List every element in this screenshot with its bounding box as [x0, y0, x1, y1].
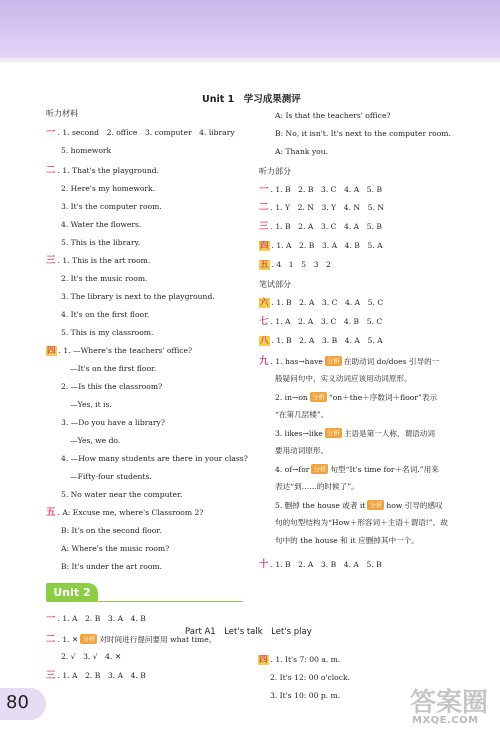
line-text: 3. It's the computer room. [61, 202, 162, 211]
answer-line [61, 184, 155, 194]
line-text: B: No, it isn't. It's next to the computer room. [275, 129, 451, 138]
analysis-text: 对时间进行提问要用 what time。 [99, 635, 217, 644]
answer-line [259, 336, 383, 346]
answer-line [70, 400, 112, 410]
answer-line [46, 346, 192, 356]
line-text: 听力材料 [46, 109, 78, 118]
section-heading [259, 166, 291, 177]
question-number: 二 [259, 202, 269, 213]
line-text: B: It's under the art room. [61, 562, 163, 571]
question-number: 三 [46, 255, 56, 266]
line-text: . 1. B 2. A 3. C 4. A 5. C [271, 298, 384, 307]
line-text: . 1. B 2. A 3. B 4. A 5. A [271, 336, 383, 345]
section-heading [259, 279, 291, 290]
question-number-boxed: 四 [47, 346, 56, 356]
line-text: . 1. second 2. office 3. computer 4. library [57, 128, 235, 137]
answer-line [61, 382, 162, 392]
question-number-boxed: 四 [260, 241, 269, 251]
line-text: 4. of→for [275, 465, 310, 474]
answer-line [61, 274, 147, 284]
answer-line [275, 428, 435, 439]
answer-line [275, 464, 439, 475]
line-text: 5. homework [61, 146, 112, 155]
line-text: 3. —Do you have a library? [61, 418, 165, 427]
analysis-tag: 分析 [313, 465, 327, 473]
line-text: 要用动词原形。 [275, 446, 329, 455]
unit2-badge: Unit 2 [46, 583, 98, 602]
answer-line [258, 655, 340, 665]
analysis-tag: 分析 [82, 635, 96, 643]
question-number: 一 [46, 613, 56, 624]
question-number: 三 [46, 670, 56, 681]
line-text: . 1. This is the art room. [57, 256, 151, 265]
line-text: . 1. Y 2. N 3. Y 4. N 5. N [270, 203, 384, 212]
answer-line [275, 374, 412, 384]
line-text: 2. —Is this the classroom? [61, 382, 163, 391]
line-text: 2. Here's my homework. [61, 184, 156, 193]
answer-line [275, 536, 419, 546]
analysis-tag: 分析 [311, 393, 325, 401]
line-text: 5. This is my classroom. [61, 328, 154, 337]
line-text: 4. It's on the first floor. [61, 310, 150, 319]
answer-line [61, 454, 248, 464]
line-text: —Fifty-four students. [70, 472, 152, 481]
question-number: 十 [259, 559, 269, 570]
line-text: —It's on the first floor. [70, 364, 157, 373]
watermark-url: MXQE.COM [412, 715, 479, 726]
line-text: A: Where's the music room? [61, 544, 170, 553]
answer-line [70, 436, 120, 446]
answer-line [259, 298, 383, 308]
page-title: Unit 1 学习成果测评 [202, 94, 301, 105]
line-text: 4. Water the flowers. [61, 220, 142, 229]
line-text: . 1. A 2. B 3. A 4. B [57, 614, 146, 623]
answer-line [46, 256, 150, 266]
line-text: . 4 1 5 3 2 [271, 260, 331, 269]
banner-shade [0, 58, 500, 62]
answer-line [275, 410, 328, 420]
answer-line [275, 446, 328, 456]
answer-line [46, 166, 159, 176]
line-text: 句中的 the house 和 it 应删掉其中一个。 [275, 536, 419, 545]
part-title: Part A1 Let's talk Let's play [185, 627, 312, 637]
line-text: . 1. That's the playground. [57, 166, 160, 175]
answer-line [61, 310, 149, 320]
line-text: . A: Excuse me, where's Classroom 2? [57, 508, 204, 517]
page-number: 80 [6, 692, 29, 713]
answer-line [259, 356, 439, 367]
line-text: . 1. has→have [270, 357, 323, 366]
line-text: . 1. —Where's the teachers' office? [58, 346, 193, 355]
question-number-boxed: 八 [260, 336, 269, 346]
line-text: “在第几层楼”。 [275, 410, 329, 419]
line-text: . 1. ✕ [57, 635, 79, 644]
question-number: 九 [259, 356, 269, 367]
answer-line [61, 418, 165, 428]
answer-line [275, 111, 391, 121]
answer-line [259, 203, 384, 213]
analysis-tag: 分析 [369, 501, 383, 509]
answer-line [270, 691, 340, 701]
section-heading [46, 108, 78, 119]
answer-line [46, 128, 235, 138]
line-text: . 1. B 2. A 3. C 4. A 5. B [270, 222, 382, 231]
answer-line [61, 490, 182, 500]
analysis-tag: 分析 [326, 357, 340, 365]
line-text: 笔试部分 [259, 280, 291, 289]
line-text: 2. It's the music room. [61, 274, 148, 283]
answer-line [46, 508, 203, 518]
line-text: 3. likes→like [275, 429, 323, 438]
line-text: . 1. A 2. B 3. A 4. B 5. A [271, 241, 383, 250]
line-text: 2. It's 12: 00 o'clock. [270, 673, 351, 682]
analysis-text: 主语是第一人称，谓语动词 [343, 429, 435, 438]
line-text: . 1. B 2. A 3. B 4. A 5. B [270, 560, 382, 569]
line-text: A: Thank you. [275, 147, 329, 156]
answer-line [275, 482, 359, 492]
line-text: 4. —How many students are there in your class? [61, 454, 248, 463]
line-text: —Yes, we do. [70, 436, 121, 445]
answer-line [46, 634, 216, 645]
question-number: 三 [259, 221, 269, 232]
question-number: 七 [259, 316, 269, 327]
answer-line [61, 562, 162, 572]
question-number: 一 [46, 127, 56, 138]
answer-line [259, 260, 331, 270]
answer-line [61, 292, 215, 302]
answer-line [70, 364, 156, 374]
question-number: 二 [46, 634, 56, 645]
line-text: . 1. A 2. A 3. C 4. B 5. C [270, 317, 383, 326]
line-text: 5. This is the library. [61, 238, 141, 247]
line-text: 5. No water near the computer. [61, 490, 183, 499]
answer-line [61, 328, 153, 338]
line-text: B: It's on the second floor. [61, 526, 162, 535]
answer-line [259, 560, 382, 570]
answer-line [275, 129, 451, 139]
question-number-boxed: 五 [260, 260, 269, 270]
line-text: 3. The library is next to the playground. [61, 292, 215, 301]
answer-line [61, 238, 140, 248]
line-text: . 1. A 2. B 3. A 4. B [57, 671, 146, 680]
line-text: 2. in→on [275, 393, 308, 402]
answer-line [275, 500, 443, 511]
answer-line [70, 472, 152, 482]
analysis-text: “on＋the＋序数词＋floor”表示 [328, 393, 438, 402]
answer-line [61, 652, 121, 662]
question-number-boxed: 六 [260, 298, 269, 308]
line-text: 5. 删掉 the house 或者 it [275, 501, 366, 510]
answer-line [270, 673, 350, 683]
line-text: A: Is that the teachers' office? [275, 111, 391, 120]
answer-line [259, 317, 382, 327]
watermark-logo: 答案圈 [410, 688, 489, 718]
answer-line [61, 146, 111, 156]
answer-line [275, 392, 437, 403]
answer-line [275, 518, 448, 528]
answer-line [259, 241, 383, 251]
line-text: —Yes, it is. [70, 400, 112, 409]
answer-line [61, 544, 169, 554]
line-text: 3. It's 10: 00 p. m. [270, 691, 341, 700]
answer-line [46, 614, 146, 624]
answer-line [275, 147, 328, 157]
line-text: 2. √ 3. √ 4. ✕ [61, 652, 122, 661]
answer-line [259, 222, 382, 232]
analysis-text: how 引导的感叹 [386, 501, 443, 510]
question-number: 二 [46, 165, 56, 176]
answer-line [61, 526, 162, 536]
answer-line [61, 220, 141, 230]
analysis-text: 在助动词 do/does 引导的一 [343, 357, 440, 366]
answer-line [46, 671, 146, 681]
answer-line [259, 185, 382, 195]
top-banner [0, 0, 500, 58]
line-text: . 1. It's 7: 00 a. m. [270, 655, 341, 664]
answer-line [61, 202, 162, 212]
question-number-boxed: 四 [259, 655, 268, 665]
analysis-text: 句型“It's time for＋名词.”用来 [330, 465, 439, 474]
unit2-divider [98, 601, 243, 602]
question-number: 五 [46, 507, 56, 518]
line-text: 表达“到……的时候了”。 [275, 482, 359, 491]
question-number: 一 [259, 184, 269, 195]
line-text: 句的句型结构为“How＋形容词＋主语＋谓语!”。故 [275, 518, 448, 527]
line-text: 般疑问句中，实义动词应该用动词原形。 [275, 374, 412, 383]
line-text: . 1. B 2. B 3. C 4. A 5. B [270, 185, 383, 194]
line-text: 听力部分 [259, 167, 291, 176]
analysis-tag: 分析 [326, 429, 340, 437]
